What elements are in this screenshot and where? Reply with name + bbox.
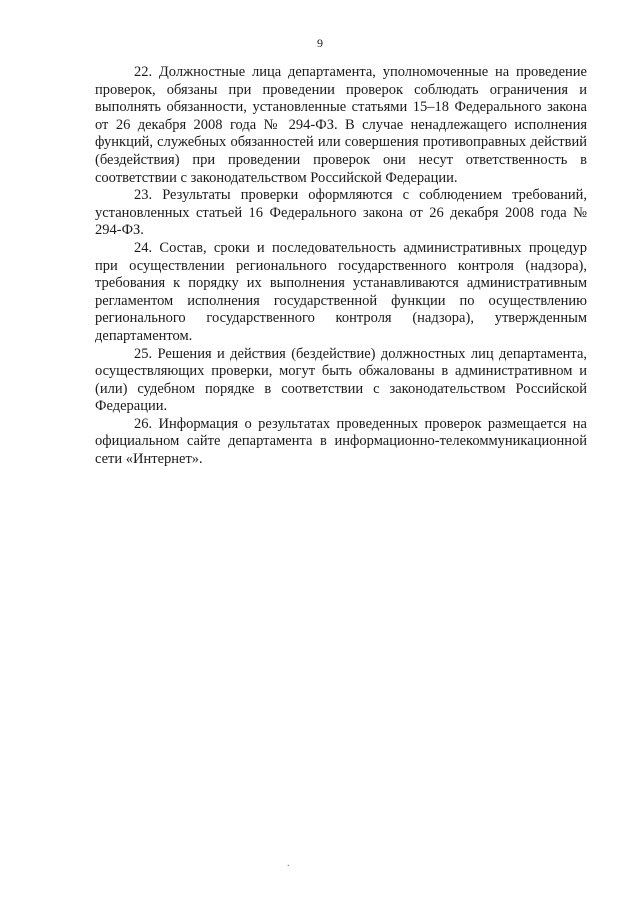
page-number: 9 <box>317 36 323 50</box>
paragraph-23: 23. Результаты проверки оформляются с соблюдением требований, установленных статьей 16 Федерального закона от 26 декабря 2008 года № 294-ФЗ. <box>95 187 587 239</box>
document-body <box>95 64 587 469</box>
paragraph-24: 24. Состав, сроки и последовательность административных процедур при осуществлении регионального государственного контроля (надзора), требования к порядку их выполнения устанавливаются административным регламентом исполнения государственной функции по осуществлению регионального государственного контроля (надзора), утвержденным департаментом. <box>95 239 587 344</box>
footer-mark: . <box>287 858 290 869</box>
paragraph-22: 22. Должностные лица департамента, уполномоченные на проведение проверок, обязаны при проведении проверок соблюдать ограничения и выполнять обязанности, установленные статьями 15–18 Федерального закона от 26 декабря 2008 года № 294-ФЗ. В случае ненадлежащего исполнения функций, служебных обязанностей или совершения противоправных действий (бездействия) при проведении проверок они несут ответственность в соответствии с законодательством Российской Федерации. <box>95 64 587 186</box>
paragraph-26: 26. Информация о результатах проведенных проверок размещается на официальном сайте департамента в информационно-телекоммуникационной сети «Интернет». <box>95 415 587 468</box>
paragraph-25: 25. Решения и действия (бездействие) должностных лиц департамента, осуществляющих проверки, могут быть обжалованы в административном и (или) судебном порядке в соответствии с законодательством Российской Федерации. <box>95 345 587 415</box>
